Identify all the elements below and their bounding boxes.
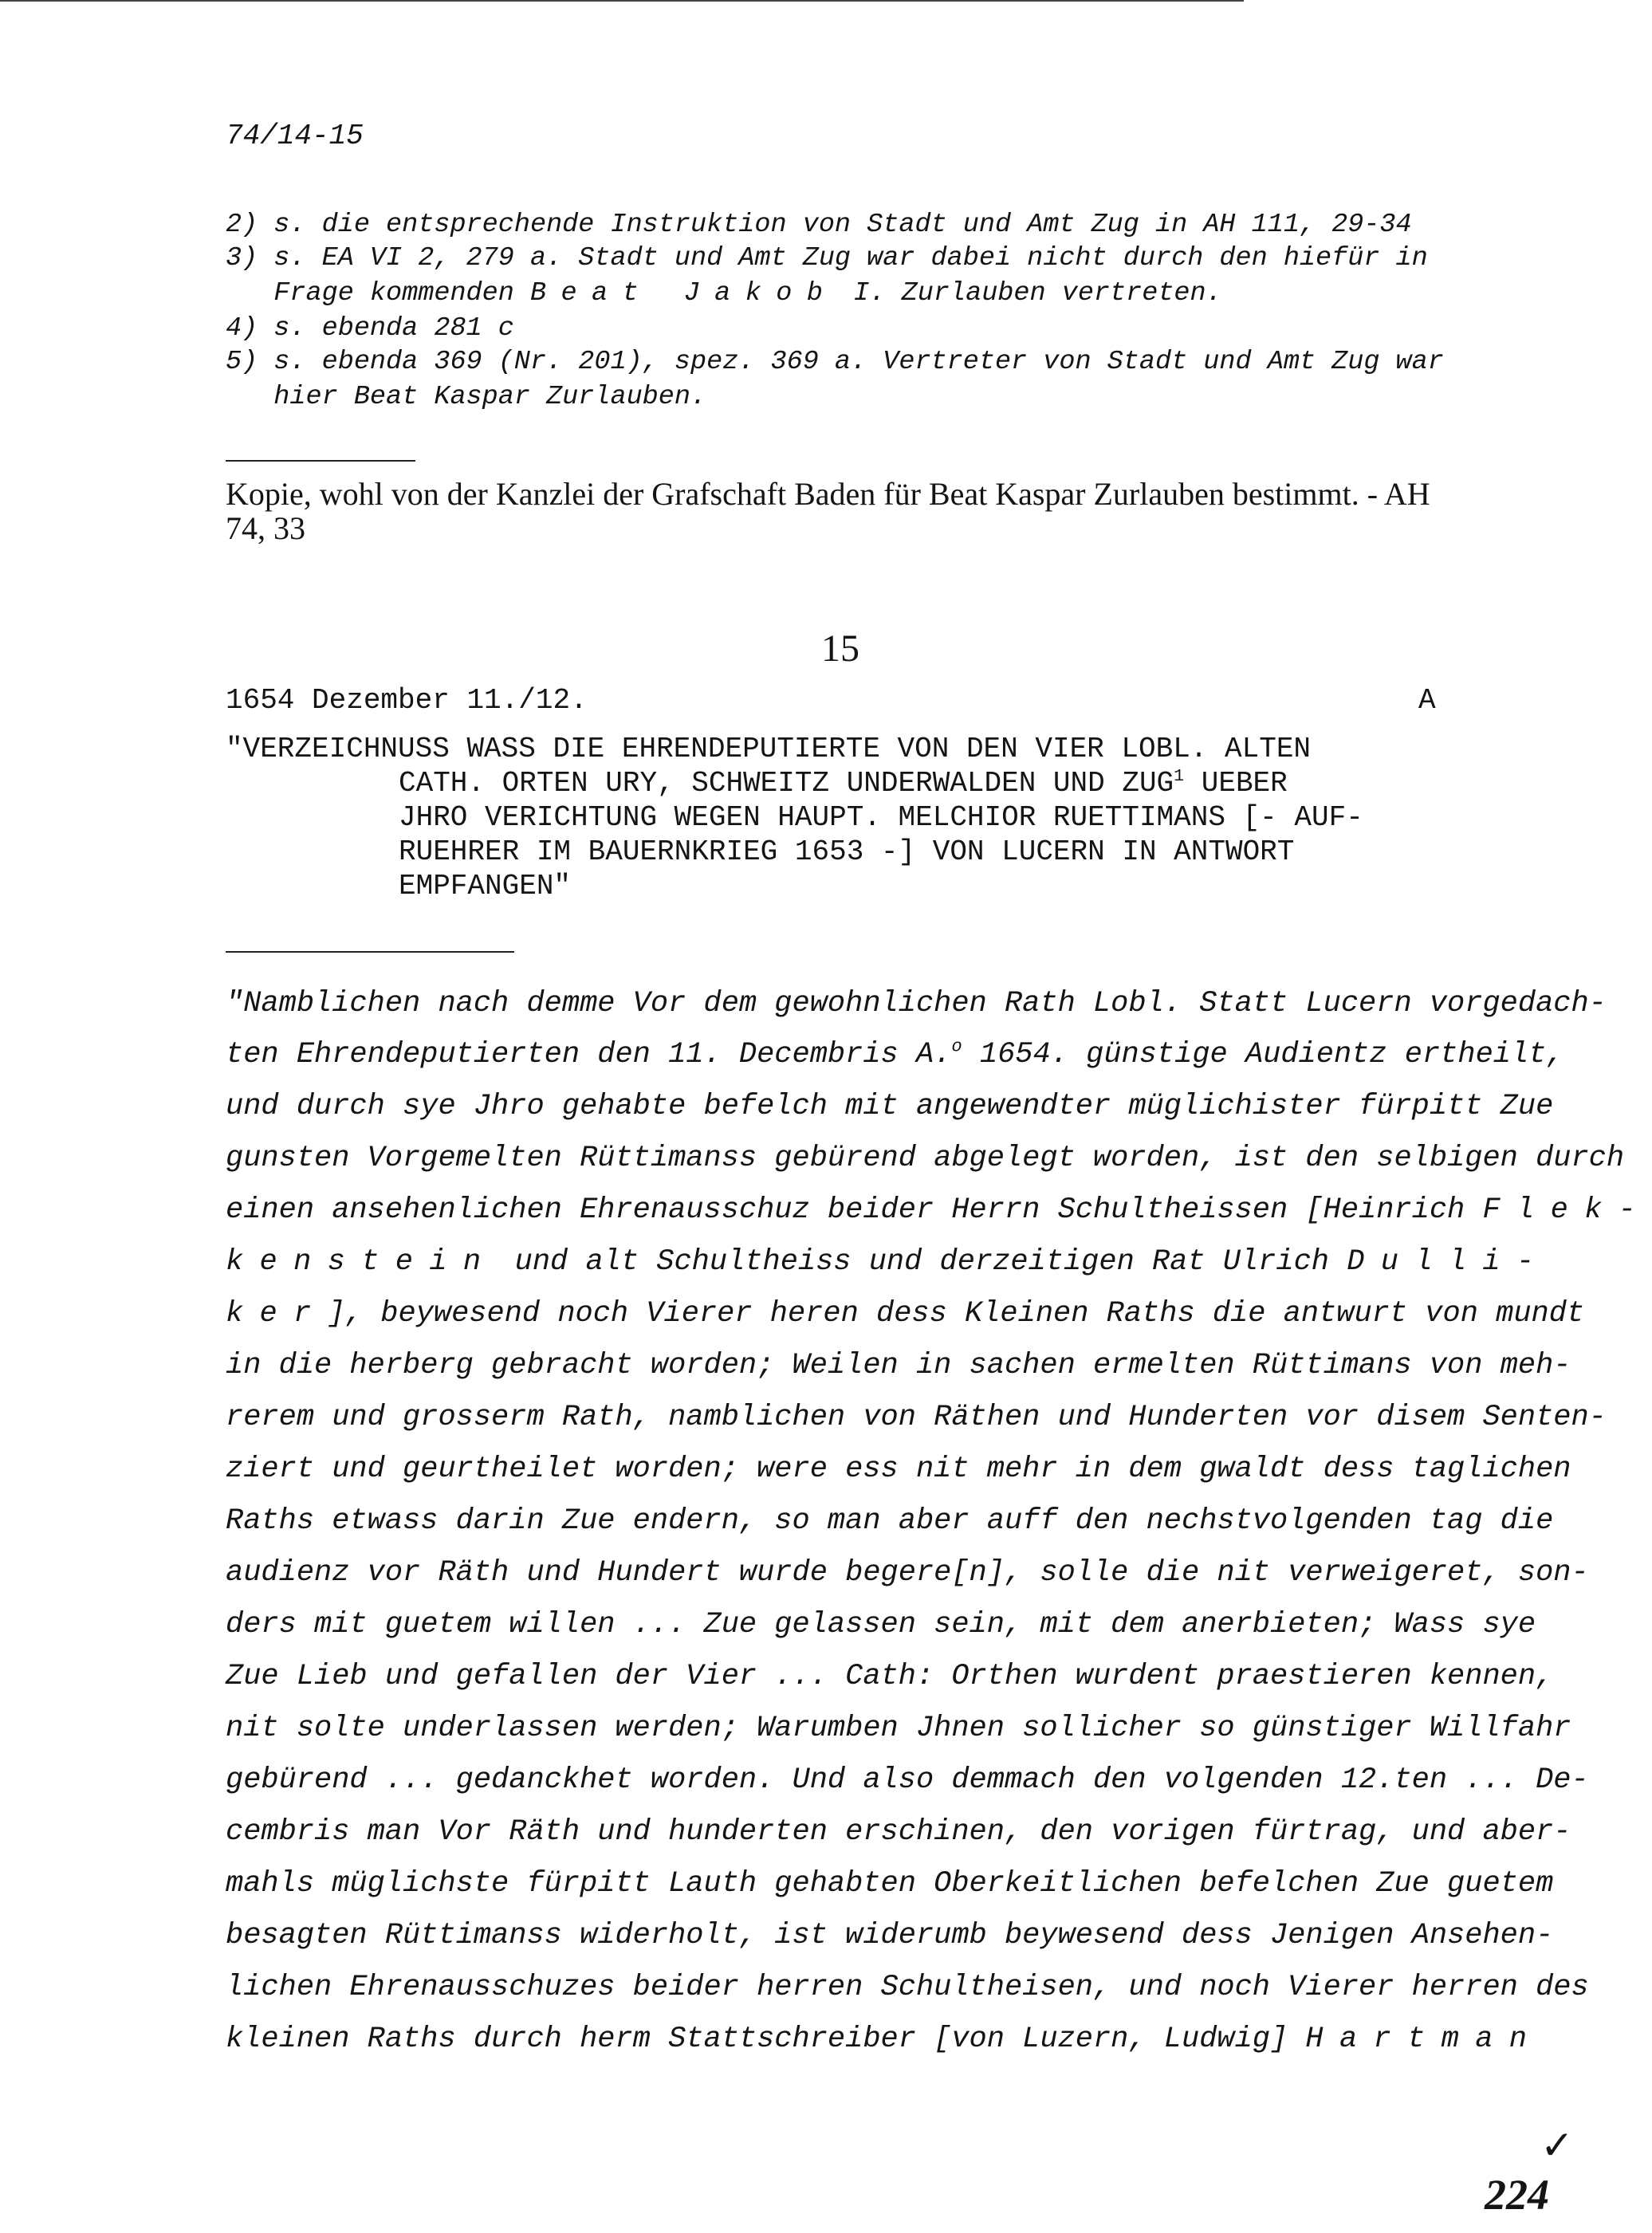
body-line	[226, 1038, 1564, 1071]
body-text: ten Ehrendeputierten den 11. Decembris A.	[226, 1038, 952, 1071]
footnote-3-line-2	[226, 276, 1222, 311]
source-note: Kopie, wohl von der Kanzlei der Grafschaft Baden für Beat Kaspar Zurlauben bestimmt. - AH 74, 33	[226, 476, 1430, 546]
body-text: 1654. günstige Audientz ertheilt,	[962, 1038, 1564, 1071]
page-number: 224	[1485, 2171, 1549, 2219]
body-line: rerem und grosserm Rath, namblichen von Räthen und Hunderten vor disem Senten-	[226, 1401, 1607, 1434]
document-title-line-2	[399, 766, 1288, 800]
body-text: kleinen Raths durch herm Stattschreiber [von Luzern, Ludwig]	[226, 2023, 1306, 2056]
body-line: Raths etwass darin Zue endern, so man aber auff den nechstvolgenden tag die	[226, 1504, 1554, 1538]
document-date: 1654 Dezember 11./12.	[226, 684, 588, 717]
person-name: Flek-	[1482, 1193, 1652, 1227]
footnote-3-line-1: 3) s. EA VI 2, 279 a. Stadt und Amt Zug war dabei nicht durch den hiefür in	[226, 243, 1428, 273]
body-line: audienz vor Räth und Hundert wurde begere[n], solle die nit verweigeret, son-	[226, 1556, 1589, 1590]
title-text: UEBER	[1184, 767, 1288, 800]
body-line	[226, 1193, 1652, 1227]
body-line: besagten Rüttimanss widerholt, ist widerumb beywesend dess Jenigen Ansehen-	[226, 1919, 1554, 1952]
document-letter: A	[1418, 684, 1436, 717]
footnote-text: Frage kommenden	[226, 278, 530, 309]
body-line	[226, 2023, 1543, 2056]
document-title-line-3: JHRO VERICHTUNG WEGEN HAUPT. MELCHIOR RUETTIMANS [- AUF-	[399, 801, 1363, 834]
footnote-5-line-1: 5) s. ebenda 369 (Nr. 201), spez. 369 a. Vertreter von Stadt und Amt Zug war	[226, 347, 1444, 377]
separator-rule	[226, 460, 415, 462]
footnote-marker: 1	[1174, 767, 1185, 786]
title-text: CATH. ORTEN URY, SCHWEITZ UNDERWALDEN UND ZUG	[399, 767, 1174, 800]
footnote-name: Beat Jakob	[529, 278, 838, 309]
checkmark-icon: ✓	[1540, 2122, 1574, 2168]
top-border-line	[0, 0, 1244, 2]
superscript: o	[951, 1036, 962, 1057]
document-title-line-5: EMPFANGEN"	[399, 870, 572, 902]
body-line: gebürend ... gedanckhet worden. Und also demmach den volgenden 12.ten ... De-	[226, 1763, 1589, 1797]
body-line: cembris man Vor Räth und hunderten erschinen, den vorigen fürtrag, und aber-	[226, 1815, 1571, 1849]
body-line: Zue Lieb und gefallen der Vier ... Cath: Orthen wurdent praestieren kennen,	[226, 1660, 1554, 1693]
body-line: in die herberg gebracht worden; Weilen in sachen ermelten Rüttimans von meh-	[226, 1349, 1571, 1382]
document-title-line-4: RUEHRER IM BAUERNKRIEG 1653 -] VON LUCERN IN ANTWORT	[399, 835, 1295, 868]
document-title-line-1: "VERZEICHNUSS WASS DIE EHRENDEPUTIERTE VON DEN VIER LOBL. ALTEN	[226, 733, 1312, 765]
archive-reference: 74/14-15	[226, 120, 364, 152]
body-line: mahls müglichste fürpitt Lauth gehabten Oberkeitlichen befelchen Zue guetem	[226, 1867, 1554, 1901]
body-text: einen ansehenlichen Ehrenausschuz beider Herrn Schultheissen [Heinrich	[226, 1193, 1483, 1227]
body-line: ziert und geurtheilet worden; were ess nit mehr in dem gwaldt dess taglichen	[226, 1453, 1571, 1486]
body-line: gunsten Vorgemelten Rüttimanss gebürend abgelegt worden, ist den selbigen durch	[226, 1142, 1625, 1175]
body-line: nit solte underlassen werden; Warumben Jhnen sollicher so günstiger Willfahr	[226, 1712, 1571, 1745]
person-name: ker	[226, 1297, 328, 1331]
body-text: und alt Schultheiss und derzeitigen Rat Ulrich	[497, 1245, 1347, 1279]
body-text: ], beywesend noch Vierer heren dess Kleinen Raths die antwurt von mundt	[327, 1297, 1585, 1331]
body-line	[226, 1297, 1584, 1331]
footnote-5-line-2: hier Beat Kaspar Zurlauben.	[226, 382, 707, 412]
person-name: Hartman	[1305, 2023, 1544, 2056]
body-line: lichen Ehrenausschuzes beider herren Schultheisen, und noch Vierer herren des	[226, 1971, 1589, 2004]
footnote-2: 2) s. die entsprechende Instruktion von Stadt und Amt Zug in AH 111, 29-34	[226, 210, 1412, 240]
body-line: "Namblichen nach demme Vor dem gewohnlichen Rath Lobl. Statt Lucern vorgedach-	[226, 987, 1607, 1020]
body-line: und durch sye Jhro gehabte befelch mit angewendter müglichister fürpitt Zue	[226, 1090, 1554, 1123]
footnote-text: I. Zurlauben vertreten.	[837, 278, 1222, 309]
body-line: ders mit guetem willen ... Zue gelassen sein, mit dem anerbieten; Wass sye	[226, 1608, 1536, 1641]
document-number: 15	[821, 627, 859, 670]
separator-rule	[226, 951, 514, 953]
footnote-4: 4) s. ebenda 281 c	[226, 313, 514, 344]
person-name: kenstein	[226, 1245, 498, 1279]
body-line	[226, 1245, 1551, 1279]
person-name: Dulli-	[1347, 1245, 1551, 1279]
